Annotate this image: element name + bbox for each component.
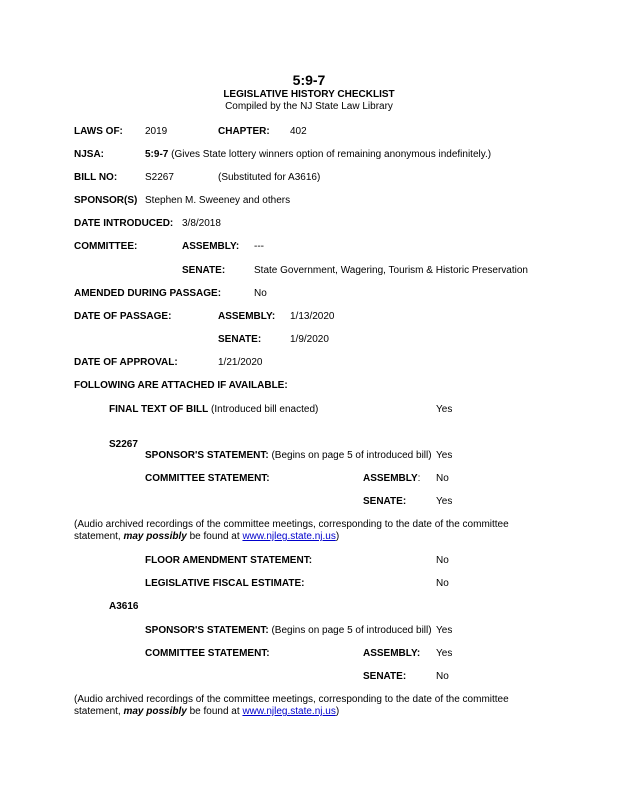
audio-note-text: (Audio archived recordings of the committee meetings, corresponding to the date of the committee statement, bbox=[74, 519, 509, 542]
a3616-senate-label: SENATE: bbox=[363, 671, 407, 682]
section-title: 5:9-7 bbox=[292, 72, 326, 88]
s2267-sponsor-note: (Begins on page 5 of introduced bill) bbox=[268, 450, 432, 461]
s2267-assembly-colon: : bbox=[417, 473, 421, 484]
s2267-assembly-label-wrap bbox=[363, 473, 420, 485]
njsa-cite: 5:9-7 bbox=[145, 149, 169, 160]
laws-of-label: LAWS OF: bbox=[74, 126, 123, 137]
s2267-sponsor-label: SPONSOR'S STATEMENT: bbox=[145, 450, 269, 461]
audio-note-close: ) bbox=[335, 531, 340, 542]
sponsor-value: Stephen M. Sweeney and others bbox=[145, 195, 291, 206]
final-text-value: Yes bbox=[436, 404, 453, 415]
a3616-assembly-value: Yes bbox=[436, 648, 453, 659]
audio-note-emph: may possibly bbox=[123, 531, 187, 542]
chapter-value: 402 bbox=[290, 126, 307, 137]
bill-no-label: BILL NO: bbox=[74, 172, 118, 183]
a3616-sponsor-value: Yes bbox=[436, 625, 453, 636]
a3616-committee-label: COMMITTEE STATEMENT: bbox=[145, 648, 270, 659]
final-text-row bbox=[109, 404, 318, 416]
s2267-committee-label: COMMITTEE STATEMENT: bbox=[145, 473, 270, 484]
njleg-link[interactable]: www.njleg.state.nj.us bbox=[242, 531, 336, 542]
audio-note-text2: be found at bbox=[186, 531, 243, 542]
a3616-heading: A3616 bbox=[109, 601, 139, 612]
approval-label: DATE OF APPROVAL: bbox=[74, 357, 178, 368]
passage-senate-value: 1/9/2020 bbox=[290, 334, 329, 345]
checklist-title: LEGISLATIVE HISTORY CHECKLIST bbox=[223, 89, 395, 100]
laws-of-value: 2019 bbox=[145, 126, 168, 137]
s2267-assembly-label: ASSEMBLY bbox=[363, 473, 418, 484]
amended-label: AMENDED DURING PASSAGE: bbox=[74, 288, 222, 299]
a3616-sponsor-note: (Begins on page 5 of introduced bill) bbox=[268, 625, 432, 636]
passage-assembly-label: ASSEMBLY: bbox=[218, 311, 276, 322]
bill-substitute-note: (Substituted for A3616) bbox=[218, 172, 321, 183]
fiscal-estimate-value: No bbox=[436, 578, 449, 589]
sponsor-label: SPONSOR(S) bbox=[74, 195, 138, 206]
committee-senate-label: SENATE: bbox=[182, 265, 226, 276]
audio-note-2 bbox=[74, 694, 544, 718]
a3616-assembly-label: ASSEMBLY: bbox=[363, 648, 421, 659]
audio-note-text2: be found at bbox=[186, 706, 243, 717]
njsa-label: NJSA: bbox=[74, 149, 105, 160]
s2267-heading: S2267 bbox=[109, 439, 138, 450]
audio-note-1 bbox=[74, 519, 544, 543]
final-text-label: FINAL TEXT OF BILL bbox=[109, 404, 209, 415]
s2267-senate-label: SENATE: bbox=[363, 496, 407, 507]
floor-amendment-value: No bbox=[436, 555, 449, 566]
committee-assembly-label: ASSEMBLY: bbox=[182, 241, 240, 252]
njsa-value bbox=[145, 149, 491, 161]
njsa-desc: (Gives State lottery winners option of remaining anonymous indefinitely.) bbox=[168, 149, 492, 160]
compiled-by: Compiled by the NJ State Law Library bbox=[225, 101, 393, 112]
date-introduced-label: DATE INTRODUCED: bbox=[74, 218, 174, 229]
floor-amendment-label: FLOOR AMENDMENT STATEMENT: bbox=[145, 555, 313, 566]
fiscal-estimate-label: LEGISLATIVE FISCAL ESTIMATE: bbox=[145, 578, 305, 589]
chapter-label: CHAPTER: bbox=[218, 126, 270, 137]
final-text-note: (Introduced bill enacted) bbox=[208, 404, 319, 415]
passage-assembly-value: 1/13/2020 bbox=[290, 311, 335, 322]
njleg-link[interactable]: www.njleg.state.nj.us bbox=[242, 706, 336, 717]
s2267-assembly-value: No bbox=[436, 473, 449, 484]
committee-senate-value: State Government, Wagering, Tourism & Historic Preservation bbox=[254, 265, 528, 276]
s2267-sponsor-value: Yes bbox=[436, 450, 453, 461]
date-introduced-value: 3/8/2018 bbox=[182, 218, 221, 229]
approval-value: 1/21/2020 bbox=[218, 357, 263, 368]
a3616-sponsor-label: SPONSOR'S STATEMENT: bbox=[145, 625, 269, 636]
audio-note-emph: may possibly bbox=[123, 706, 187, 717]
audio-note-text: (Audio archived recordings of the committee meetings, corresponding to the date of the committee statement, bbox=[74, 694, 509, 717]
bill-no-value: S2267 bbox=[145, 172, 174, 183]
audio-note-close: ) bbox=[335, 706, 340, 717]
committee-assembly-value: --- bbox=[254, 241, 264, 252]
s2267-sponsor-row bbox=[145, 450, 432, 462]
a3616-sponsor-row bbox=[145, 625, 432, 637]
amended-value: No bbox=[254, 288, 267, 299]
s2267-senate-value: Yes bbox=[436, 496, 453, 507]
passage-senate-label: SENATE: bbox=[218, 334, 262, 345]
attached-heading: FOLLOWING ARE ATTACHED IF AVAILABLE: bbox=[74, 380, 288, 391]
a3616-senate-value: No bbox=[436, 671, 449, 682]
committee-label: COMMITTEE: bbox=[74, 241, 138, 252]
passage-label: DATE OF PASSAGE: bbox=[74, 311, 172, 322]
